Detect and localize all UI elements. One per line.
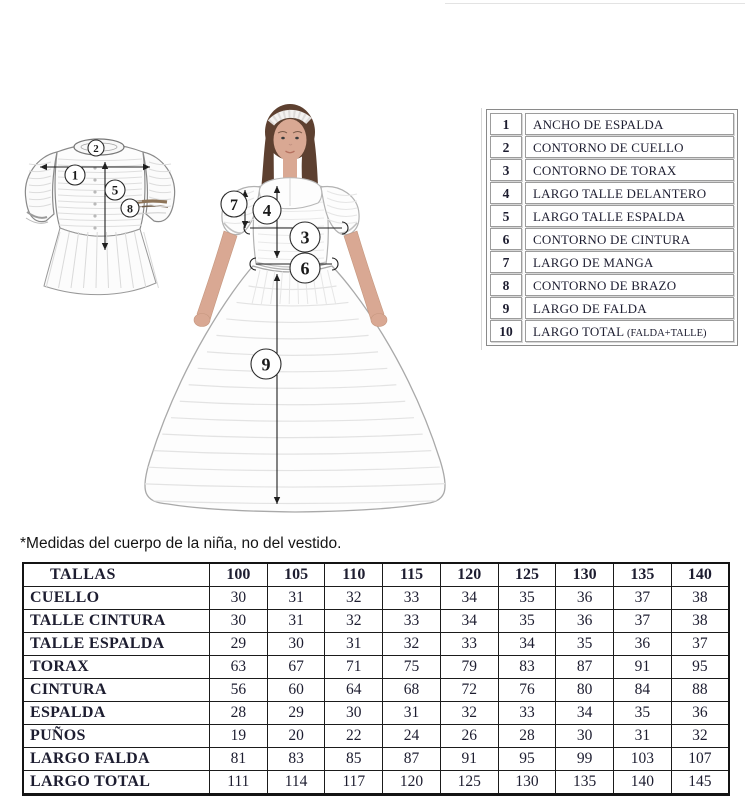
- size-value: 99: [556, 748, 614, 771]
- size-value: 130: [498, 771, 556, 795]
- legend-number: 5: [490, 205, 522, 227]
- size-value: 29: [267, 702, 325, 725]
- size-value: 37: [614, 610, 672, 633]
- svg-text:2: 2: [93, 142, 99, 155]
- size-value: 31: [267, 587, 325, 610]
- size-table: [22, 562, 730, 796]
- size-value: 34: [440, 587, 498, 610]
- size-value: 32: [325, 610, 383, 633]
- size-value: 38: [671, 587, 729, 610]
- size-value: 30: [210, 587, 268, 610]
- size-value: 36: [556, 610, 614, 633]
- svg-text:1: 1: [71, 167, 79, 183]
- size-value: 31: [267, 610, 325, 633]
- right-hand: [371, 314, 387, 327]
- legend-label: LARGO DE MANGA: [525, 251, 734, 273]
- size-value: 107: [671, 748, 729, 771]
- legend-label: ANCHO DE ESPALDA: [525, 113, 734, 135]
- svg-text:9: 9: [261, 354, 271, 375]
- size-value: 135: [556, 771, 614, 795]
- size-col-110: 110: [325, 563, 383, 587]
- size-value: 24: [383, 725, 441, 748]
- legend-number: 1: [490, 113, 522, 135]
- size-row-torax: [23, 656, 729, 679]
- legend-number: 6: [490, 228, 522, 250]
- legend-label: LARGO TOTAL (FALDA+TALLE): [525, 320, 734, 342]
- legend-number: 2: [490, 136, 522, 158]
- legend-row-3: [490, 159, 734, 181]
- size-value: 34: [556, 702, 614, 725]
- row-label: CINTURA: [23, 679, 210, 702]
- size-value: 32: [671, 725, 729, 748]
- size-value: 31: [614, 725, 672, 748]
- size-value: 63: [210, 656, 268, 679]
- measure-marker-waist-contour: [290, 253, 320, 283]
- size-table-corner: TALLAS: [23, 563, 210, 587]
- legend-label: CONTORNO DE CUELLO: [525, 136, 734, 158]
- size-value: 37: [614, 587, 672, 610]
- legend-label: CONTORNO DE BRAZO: [525, 274, 734, 296]
- size-value: 95: [671, 656, 729, 679]
- size-value: 85: [325, 748, 383, 771]
- size-value: 35: [498, 610, 556, 633]
- size-value: 68: [383, 679, 441, 702]
- size-value: 38: [671, 610, 729, 633]
- legend-row-4: [490, 182, 734, 204]
- size-value: 34: [440, 610, 498, 633]
- measure-marker-sleeve-length: [221, 191, 247, 217]
- size-value: 36: [556, 587, 614, 610]
- girl-dress-illustration: [120, 90, 490, 525]
- legend-row-10: [490, 320, 734, 342]
- size-value: 35: [614, 702, 672, 725]
- row-label: PUÑOS: [23, 725, 210, 748]
- size-value: 80: [556, 679, 614, 702]
- measure-marker-skirt-length: [251, 349, 281, 379]
- size-value: 36: [614, 633, 672, 656]
- size-value: 140: [614, 771, 672, 795]
- size-value: 60: [267, 679, 325, 702]
- legend-label: LARGO TALLE DELANTERO: [525, 182, 734, 204]
- size-row-largo-falda: [23, 748, 729, 771]
- size-value: 125: [440, 771, 498, 795]
- size-value: 76: [498, 679, 556, 702]
- svg-text:3: 3: [300, 227, 310, 248]
- measure-marker-back-width: [65, 165, 85, 185]
- size-value: 83: [498, 656, 556, 679]
- size-value: 56: [210, 679, 268, 702]
- legend-label: LARGO DE FALDA: [525, 297, 734, 319]
- size-value: 32: [325, 587, 383, 610]
- measure-marker-front-bodice-length: [253, 196, 281, 224]
- skirt: [145, 266, 445, 512]
- size-col-120: 120: [440, 563, 498, 587]
- size-col-125: 125: [498, 563, 556, 587]
- size-value: 20: [267, 725, 325, 748]
- size-value: 32: [440, 702, 498, 725]
- size-value: 71: [325, 656, 383, 679]
- legend-number: 3: [490, 159, 522, 181]
- size-row-espalda: [23, 702, 729, 725]
- size-value: 31: [325, 633, 383, 656]
- size-value: 26: [440, 725, 498, 748]
- size-value: 120: [383, 771, 441, 795]
- size-value: 30: [556, 725, 614, 748]
- size-col-105: 105: [267, 563, 325, 587]
- row-label: LARGO FALDA: [23, 748, 210, 771]
- scan-line-top: [445, 3, 745, 4]
- girl-figure: [129, 104, 457, 512]
- row-label: ESPALDA: [23, 702, 210, 725]
- size-value: 33: [440, 633, 498, 656]
- legend-row-5: [490, 205, 734, 227]
- row-label: TORAX: [23, 656, 210, 679]
- size-col-130: 130: [556, 563, 614, 587]
- size-value: 83: [267, 748, 325, 771]
- svg-text:6: 6: [300, 258, 310, 279]
- row-label: TALLE ESPALDA: [23, 633, 210, 656]
- size-value: 33: [383, 587, 441, 610]
- size-value: 95: [498, 748, 556, 771]
- size-value: 32: [383, 633, 441, 656]
- face: [274, 119, 307, 161]
- svg-text:8: 8: [127, 201, 133, 216]
- size-value: 114: [267, 771, 325, 795]
- size-col-140: 140: [671, 563, 729, 587]
- size-col-115: 115: [383, 563, 441, 587]
- size-value: 22: [325, 725, 383, 748]
- size-value: 84: [614, 679, 672, 702]
- size-value: 36: [671, 702, 729, 725]
- size-value: 75: [383, 656, 441, 679]
- measure-marker-chest-contour: [290, 222, 320, 252]
- size-value: 117: [325, 771, 383, 795]
- legend-row-9: [490, 297, 734, 319]
- size-value: 79: [440, 656, 498, 679]
- size-row-talle-espalda: [23, 633, 729, 656]
- size-value: 37: [671, 633, 729, 656]
- size-value: 81: [210, 748, 268, 771]
- size-value: 30: [210, 610, 268, 633]
- row-label: LARGO TOTAL: [23, 771, 210, 795]
- size-value: 29: [210, 633, 268, 656]
- size-value: 33: [383, 610, 441, 633]
- size-value: 33: [498, 702, 556, 725]
- size-row-puños: [23, 725, 729, 748]
- legend-row-8: [490, 274, 734, 296]
- size-value: 35: [498, 587, 556, 610]
- size-value: 67: [267, 656, 325, 679]
- size-value: 88: [671, 679, 729, 702]
- size-value: 31: [383, 702, 441, 725]
- size-col-100: 100: [210, 563, 268, 587]
- size-value: 30: [325, 702, 383, 725]
- svg-text:5: 5: [111, 182, 119, 198]
- size-value: 91: [440, 748, 498, 771]
- size-value: 28: [498, 725, 556, 748]
- size-value: 30: [267, 633, 325, 656]
- size-row-cintura: [23, 679, 729, 702]
- size-row-talle-cintura: [23, 610, 729, 633]
- size-value: 87: [556, 656, 614, 679]
- size-value: 35: [556, 633, 614, 656]
- size-value: 91: [614, 656, 672, 679]
- legend-number: 9: [490, 297, 522, 319]
- size-row-cuello: [23, 587, 729, 610]
- legend-label: CONTORNO DE TORAX: [525, 159, 734, 181]
- row-label: TALLE CINTURA: [23, 610, 210, 633]
- size-value: 87: [383, 748, 441, 771]
- legend-row-7: [490, 251, 734, 273]
- measure-marker-neck-contour: [88, 140, 104, 156]
- size-value: 145: [671, 771, 729, 795]
- legend-label-suffix: (FALDA+TALLE): [624, 328, 707, 339]
- legend-row-6: [490, 228, 734, 250]
- size-value: 34: [498, 633, 556, 656]
- legend-number: 8: [490, 274, 522, 296]
- size-col-135: 135: [614, 563, 672, 587]
- left-hand: [194, 314, 210, 327]
- legend-number: 10: [490, 320, 522, 342]
- size-value: 19: [210, 725, 268, 748]
- size-value: 103: [614, 748, 672, 771]
- body-measures-note: *Medidas del cuerpo de la niña, no del vestido.: [20, 535, 342, 552]
- legend-label: CONTORNO DE CINTURA: [525, 228, 734, 250]
- legend-number: 4: [490, 182, 522, 204]
- size-value: 64: [325, 679, 383, 702]
- measurement-legend: [486, 109, 738, 346]
- svg-text:4: 4: [262, 201, 272, 221]
- legend-number: 7: [490, 251, 522, 273]
- size-value: 111: [210, 771, 268, 795]
- legend-row-1: [490, 113, 734, 135]
- svg-text:7: 7: [230, 196, 238, 214]
- row-label: CUELLO: [23, 587, 210, 610]
- size-value: 72: [440, 679, 498, 702]
- legend-label: LARGO TALLE ESPALDA: [525, 205, 734, 227]
- size-value: 28: [210, 702, 268, 725]
- legend-row-2: [490, 136, 734, 158]
- size-row-largo-total: [23, 771, 729, 795]
